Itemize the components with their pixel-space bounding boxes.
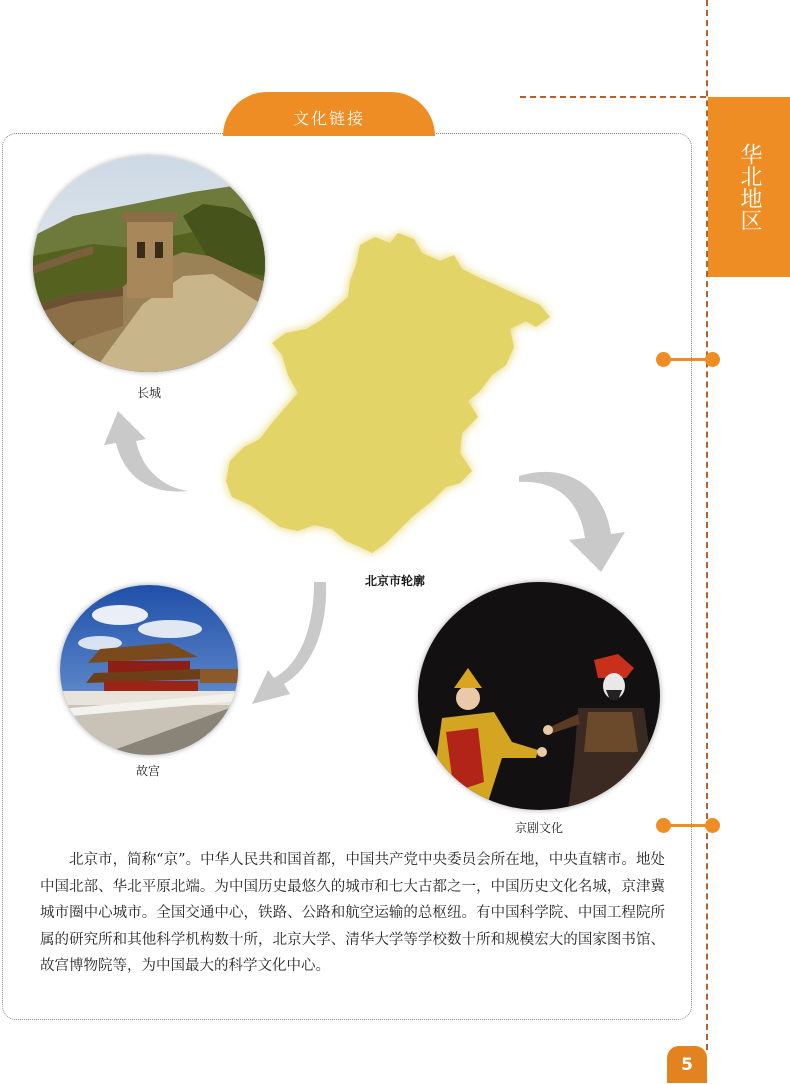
horizontal-dashed-line bbox=[520, 96, 706, 98]
arrow-to-peking-opera-icon bbox=[515, 460, 650, 575]
arrow-to-great-wall-icon bbox=[100, 405, 200, 500]
map-label: 北京市轮廓 bbox=[364, 574, 425, 588]
section-header-tab bbox=[223, 92, 435, 136]
region-side-tab bbox=[708, 97, 790, 277]
section-title: 文化链接 bbox=[292, 108, 365, 128]
region-side-tab-label: 华北地区 bbox=[737, 143, 762, 231]
great-wall-photo bbox=[33, 156, 265, 372]
arrow-to-forbidden-city-icon bbox=[248, 578, 338, 713]
great-wall-caption: 长城 bbox=[136, 386, 161, 400]
forbidden-city-photo bbox=[60, 585, 238, 755]
peking-opera-caption: 京剧文化 bbox=[514, 821, 563, 835]
page-number: 5 bbox=[667, 1046, 707, 1083]
beijing-description-paragraph: 北京市，简称“京”。中华人民共和国首都，中国共产党中央委员会所在地，中央直辖市。地处中国北部、华北平原北端。为中国历史最悠久的城市和七大古都之一，中国历史文化名城，京津冀城市圈中心城市。全国交通中心，铁路、公路和航空运输的总枢纽。有中国科学院、中国工程院所属的研究所和其他科学机构数十所，北京大学、清华大学等学校数十所和规模宏大的国家图书馆、故宫博物院等，为中国最大的科学文化中心。 bbox=[40, 852, 665, 975]
forbidden-city-caption: 故宫 bbox=[135, 764, 160, 778]
peking-opera-photo bbox=[418, 582, 660, 810]
